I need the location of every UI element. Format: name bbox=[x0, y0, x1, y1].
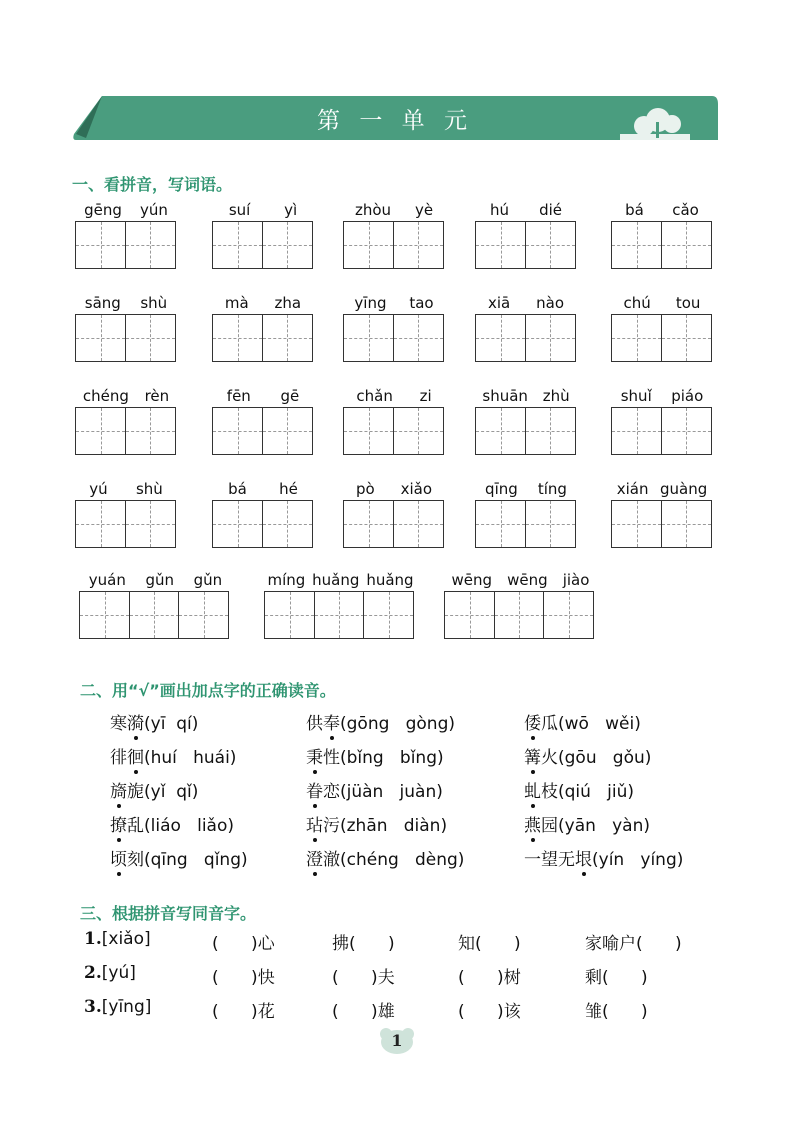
tianzige-grid bbox=[343, 407, 445, 455]
tianzige-grid bbox=[611, 314, 713, 362]
pinyin-syllable: yuán bbox=[88, 571, 126, 589]
pinyin-syllable: hú bbox=[490, 201, 510, 219]
writing-cell[interactable] bbox=[444, 591, 495, 639]
pinyin-syllable: tao bbox=[409, 294, 434, 312]
pinyin-syllable: zi bbox=[419, 387, 432, 405]
pinyin-label bbox=[264, 569, 417, 591]
pinyin-syllable: huǎng bbox=[366, 571, 414, 589]
pinyin-label bbox=[212, 385, 314, 407]
pronunciation-item[interactable] bbox=[110, 845, 248, 870]
pinyin-label bbox=[75, 292, 177, 314]
pinyin-label bbox=[212, 478, 314, 500]
writing-cell[interactable] bbox=[611, 500, 662, 548]
word-item bbox=[343, 385, 445, 455]
writing-cell[interactable] bbox=[475, 314, 526, 362]
word-item bbox=[611, 478, 713, 548]
page-number: 1 bbox=[391, 1031, 403, 1050]
writing-cell[interactable] bbox=[125, 407, 176, 455]
word-suffix-and-options: 枝(qiú jiǔ) bbox=[541, 782, 634, 802]
pinyin-label bbox=[343, 478, 445, 500]
pronunciation-item[interactable] bbox=[524, 743, 651, 768]
pronunciation-item[interactable] bbox=[524, 811, 650, 836]
pinyin-syllable: gǔn bbox=[145, 571, 175, 589]
writing-cell[interactable] bbox=[262, 500, 313, 548]
pinyin-syllable: shuǐ bbox=[620, 387, 652, 405]
homophone-blank[interactable]: ( )快 bbox=[212, 968, 275, 988]
writing-cell[interactable] bbox=[75, 314, 126, 362]
writing-cell[interactable] bbox=[212, 407, 263, 455]
word-suffix-and-options: 性(bǐng bǐng) bbox=[323, 748, 444, 768]
word-suffix-and-options: 旎(yǐ qǐ) bbox=[127, 782, 199, 802]
tianzige-grid bbox=[75, 407, 177, 455]
pinyin-syllable: shuān bbox=[482, 387, 528, 405]
writing-cell[interactable] bbox=[343, 314, 394, 362]
pinyin-syllable: yīng bbox=[354, 294, 387, 312]
word-item bbox=[212, 385, 314, 455]
writing-cell[interactable] bbox=[212, 314, 263, 362]
word-item bbox=[611, 199, 713, 269]
word-item bbox=[264, 569, 417, 639]
pinyin-prompt: [xiǎo] bbox=[101, 929, 151, 949]
pinyin-syllable: zha bbox=[274, 294, 302, 312]
tianzige-grid bbox=[212, 314, 314, 362]
word-item bbox=[343, 292, 445, 362]
word-item bbox=[75, 199, 177, 269]
writing-cell[interactable] bbox=[393, 407, 444, 455]
writing-cell[interactable] bbox=[661, 407, 712, 455]
pinyin-syllable: gēng bbox=[84, 201, 122, 219]
word-prefix: 一望无 bbox=[524, 850, 575, 870]
pinyin-syllable: yè bbox=[414, 201, 434, 219]
writing-cell[interactable] bbox=[525, 221, 576, 269]
pinyin-label bbox=[611, 385, 713, 407]
dotted-character: 眷 bbox=[306, 777, 323, 802]
word-prefix: 寒 bbox=[110, 714, 127, 734]
tianzige-grid bbox=[79, 591, 232, 639]
page-number-badge bbox=[378, 1026, 416, 1054]
word-suffix-and-options: 污(zhān diàn) bbox=[323, 816, 448, 836]
pronunciation-item[interactable] bbox=[306, 743, 444, 768]
dotted-character: 篝 bbox=[524, 743, 541, 768]
pinyin-label bbox=[475, 199, 577, 221]
pinyin-label bbox=[75, 199, 177, 221]
pronunciation-item[interactable] bbox=[306, 811, 447, 836]
pronunciation-item[interactable] bbox=[306, 777, 443, 802]
homophone-blank[interactable]: ( )夫 bbox=[332, 968, 395, 988]
word-item bbox=[75, 478, 177, 548]
word-suffix-and-options: (gōng gòng) bbox=[340, 714, 455, 734]
pinyin-syllable: tou bbox=[675, 294, 701, 312]
pinyin-label bbox=[79, 569, 232, 591]
pinyin-syllable: shù bbox=[140, 294, 168, 312]
word-item bbox=[611, 292, 713, 362]
word-suffix-and-options: (yī qí) bbox=[144, 714, 199, 734]
pinyin-label bbox=[475, 478, 577, 500]
pinyin-syllable: chǎn bbox=[356, 387, 393, 405]
pronunciation-item[interactable] bbox=[110, 709, 198, 734]
word-item bbox=[212, 478, 314, 548]
writing-cell[interactable] bbox=[343, 500, 394, 548]
pinyin-label bbox=[444, 569, 597, 591]
writing-cell[interactable] bbox=[79, 591, 130, 639]
pinyin-syllable: fēn bbox=[226, 387, 251, 405]
writing-cell[interactable] bbox=[262, 314, 313, 362]
pronunciation-item[interactable] bbox=[524, 777, 634, 802]
writing-cell[interactable] bbox=[262, 407, 313, 455]
homophone-blank[interactable]: ( )心 bbox=[212, 934, 275, 954]
writing-cell[interactable] bbox=[75, 407, 126, 455]
word-prefix: 徘 bbox=[110, 748, 127, 768]
pinyin-syllable: wēng bbox=[507, 571, 548, 589]
pronunciation-item[interactable] bbox=[306, 709, 455, 734]
pinyin-label bbox=[611, 199, 713, 221]
writing-cell[interactable] bbox=[525, 314, 576, 362]
dotted-character: 澄 bbox=[306, 845, 323, 870]
pinyin-syllable: chéng bbox=[82, 387, 129, 405]
question-number: 1. bbox=[84, 929, 102, 949]
dotted-character: 旖 bbox=[110, 777, 127, 802]
pronunciation-item[interactable] bbox=[110, 811, 234, 836]
pinyin-label bbox=[475, 385, 577, 407]
question-number: 2. bbox=[84, 963, 102, 983]
pinyin-syllable: piáo bbox=[671, 387, 704, 405]
writing-cell[interactable] bbox=[129, 591, 180, 639]
pinyin-label bbox=[75, 385, 177, 407]
writing-cell[interactable] bbox=[343, 407, 394, 455]
writing-cell[interactable] bbox=[343, 221, 394, 269]
writing-cell[interactable] bbox=[611, 407, 662, 455]
tianzige-grid bbox=[475, 221, 577, 269]
pinyin-syllable: wēng bbox=[451, 571, 493, 589]
tianzige-grid bbox=[444, 591, 597, 639]
word-suffix-and-options: 瓜(wō wěi) bbox=[541, 714, 641, 734]
dotted-character: 撩 bbox=[110, 811, 127, 836]
writing-cell[interactable] bbox=[661, 500, 712, 548]
homophone-blank[interactable]: ( )树 bbox=[458, 968, 521, 988]
tianzige-grid bbox=[343, 221, 445, 269]
pronunciation-item[interactable] bbox=[110, 743, 236, 768]
pinyin-label bbox=[343, 385, 445, 407]
writing-cell[interactable] bbox=[178, 591, 229, 639]
pinyin-syllable: xián bbox=[616, 480, 649, 498]
writing-cell[interactable] bbox=[212, 500, 263, 548]
word-prefix: 供 bbox=[306, 714, 323, 734]
writing-cell[interactable] bbox=[543, 591, 594, 639]
pronunciation-item[interactable] bbox=[524, 845, 683, 870]
pinyin-syllable: chú bbox=[623, 294, 651, 312]
pinyin-label bbox=[475, 292, 577, 314]
pinyin-syllable: rèn bbox=[144, 387, 170, 405]
dotted-character: 垠 bbox=[575, 845, 592, 870]
writing-cell[interactable] bbox=[393, 500, 444, 548]
writing-cell[interactable] bbox=[611, 314, 662, 362]
pinyin-syllable: jiào bbox=[562, 571, 590, 589]
tianzige-grid bbox=[75, 221, 177, 269]
writing-cell[interactable] bbox=[494, 591, 545, 639]
dotted-character: 秉 bbox=[306, 743, 323, 768]
pronunciation-item[interactable] bbox=[110, 777, 198, 802]
homophone-blank[interactable]: 家喻户( ) bbox=[585, 934, 682, 954]
writing-cell[interactable] bbox=[611, 221, 662, 269]
writing-cell[interactable] bbox=[475, 221, 526, 269]
word-item bbox=[475, 385, 577, 455]
pinyin-syllable: shù bbox=[135, 480, 163, 498]
writing-cell[interactable] bbox=[125, 500, 176, 548]
pinyin-label bbox=[343, 199, 445, 221]
word-suffix-and-options: 刻(qīng qǐng) bbox=[127, 850, 248, 870]
pinyin-label bbox=[343, 292, 445, 314]
tianzige-grid bbox=[475, 500, 577, 548]
pinyin-syllable: guàng bbox=[660, 480, 708, 498]
dotted-character: 玷 bbox=[306, 811, 323, 836]
word-item bbox=[475, 199, 577, 269]
pinyin-syllable: xiǎo bbox=[400, 480, 433, 498]
pinyin-syllable: huǎng bbox=[312, 571, 360, 589]
writing-cell[interactable] bbox=[75, 221, 126, 269]
writing-cell[interactable] bbox=[125, 221, 176, 269]
pinyin-syllable: yú bbox=[89, 480, 108, 498]
tianzige-grid bbox=[75, 500, 177, 548]
pinyin-syllable: yì bbox=[284, 201, 298, 219]
pinyin-syllable: zhù bbox=[542, 387, 570, 405]
writing-cell[interactable] bbox=[262, 221, 313, 269]
pinyin-syllable: bá bbox=[228, 480, 247, 498]
tianzige-grid bbox=[611, 500, 713, 548]
writing-cell[interactable] bbox=[661, 221, 712, 269]
writing-cell[interactable] bbox=[212, 221, 263, 269]
word-item bbox=[611, 385, 713, 455]
tianzige-grid bbox=[212, 500, 314, 548]
tianzige-grid bbox=[343, 500, 445, 548]
word-item bbox=[212, 199, 314, 269]
pinyin-syllable: hé bbox=[279, 480, 298, 498]
pinyin-syllable: mà bbox=[224, 294, 249, 312]
tianzige-grid bbox=[212, 221, 314, 269]
unit-banner bbox=[72, 94, 718, 142]
writing-cell[interactable] bbox=[314, 591, 365, 639]
homophone-blank[interactable]: ( )该 bbox=[458, 1002, 521, 1022]
writing-cell[interactable] bbox=[525, 407, 576, 455]
section1-heading: 一、看拼音，写词语。 bbox=[72, 175, 233, 194]
writing-cell[interactable] bbox=[264, 591, 315, 639]
tianzige-grid bbox=[343, 314, 445, 362]
word-suffix-and-options: 园(yān yàn) bbox=[541, 816, 650, 836]
pinyin-syllable: xiā bbox=[487, 294, 511, 312]
dotted-character: 徊 bbox=[127, 743, 144, 768]
pinyin-syllable: nào bbox=[536, 294, 565, 312]
word-suffix-and-options: 火(gōu gǒu) bbox=[541, 748, 652, 768]
question-number: 3. bbox=[84, 997, 102, 1017]
word-item bbox=[79, 569, 232, 639]
word-suffix-and-options: (huí huái) bbox=[144, 748, 237, 768]
writing-cell[interactable] bbox=[661, 314, 712, 362]
pinyin-syllable: sāng bbox=[84, 294, 121, 312]
homophone-blank[interactable]: 剩( ) bbox=[585, 968, 648, 988]
section2-heading: 二、用“√”画出加点字的正确读音。 bbox=[80, 681, 336, 700]
pinyin-label bbox=[611, 478, 713, 500]
homophone-row-label bbox=[84, 963, 136, 983]
word-suffix-and-options: 乱(liáo liǎo) bbox=[127, 816, 235, 836]
pinyin-syllable: pò bbox=[355, 480, 375, 498]
word-item bbox=[75, 292, 177, 362]
pinyin-label bbox=[212, 292, 314, 314]
word-suffix-and-options: (yín yíng) bbox=[592, 850, 684, 870]
pinyin-syllable: zhòu bbox=[354, 201, 392, 219]
writing-cell[interactable] bbox=[393, 221, 444, 269]
tianzige-grid bbox=[75, 314, 177, 362]
pronunciation-item[interactable] bbox=[524, 709, 641, 734]
pinyin-syllable: tíng bbox=[537, 480, 567, 498]
dotted-character: 燕 bbox=[524, 811, 541, 836]
homophone-blank[interactable]: 雏( ) bbox=[585, 1002, 648, 1022]
homophone-blank[interactable]: 拂( ) bbox=[332, 934, 395, 954]
word-item bbox=[343, 478, 445, 548]
dotted-character: 顷 bbox=[110, 845, 127, 870]
pinyin-syllable: bá bbox=[625, 201, 644, 219]
tianzige-grid bbox=[475, 407, 577, 455]
word-item bbox=[444, 569, 597, 639]
section3-heading: 三、根据拼音写同音字。 bbox=[80, 904, 257, 923]
pinyin-label bbox=[611, 292, 713, 314]
homophone-row-label bbox=[84, 997, 151, 1017]
pinyin-prompt: [yú] bbox=[101, 963, 136, 983]
writing-cell[interactable] bbox=[393, 314, 444, 362]
writing-cell[interactable] bbox=[475, 407, 526, 455]
writing-cell[interactable] bbox=[525, 500, 576, 548]
pinyin-label bbox=[212, 199, 314, 221]
tianzige-grid bbox=[611, 221, 713, 269]
word-suffix-and-options: 澈(chéng dèng) bbox=[323, 850, 465, 870]
word-suffix-and-options: 恋(jüàn juàn) bbox=[323, 782, 443, 802]
homophone-blank[interactable]: ( )花 bbox=[212, 1002, 275, 1022]
homophone-blank[interactable]: ( )雄 bbox=[332, 1002, 395, 1022]
pinyin-syllable: cǎo bbox=[672, 201, 699, 219]
pinyin-label bbox=[75, 478, 177, 500]
word-item bbox=[75, 385, 177, 455]
tianzige-grid bbox=[611, 407, 713, 455]
word-item bbox=[475, 292, 577, 362]
writing-cell[interactable] bbox=[363, 591, 414, 639]
pronunciation-item[interactable] bbox=[306, 845, 464, 870]
tianzige-grid bbox=[212, 407, 314, 455]
writing-cell[interactable] bbox=[125, 314, 176, 362]
dotted-character: 奉 bbox=[323, 709, 340, 734]
pinyin-syllable: gē bbox=[280, 387, 300, 405]
homophone-blank[interactable]: 知( ) bbox=[458, 934, 521, 954]
dotted-character: 虬 bbox=[524, 777, 541, 802]
pinyin-prompt: [yīng] bbox=[101, 997, 152, 1017]
pinyin-syllable: gǔn bbox=[193, 571, 223, 589]
word-item bbox=[343, 199, 445, 269]
pinyin-syllable: qīng bbox=[485, 480, 518, 498]
tianzige-grid bbox=[264, 591, 417, 639]
dotted-character: 倭 bbox=[524, 709, 541, 734]
word-item bbox=[212, 292, 314, 362]
tianzige-grid bbox=[475, 314, 577, 362]
writing-cell[interactable] bbox=[75, 500, 126, 548]
unit-title: 第 一 单 元 bbox=[317, 108, 473, 134]
pinyin-syllable: dié bbox=[539, 201, 562, 219]
pinyin-syllable: suí bbox=[228, 201, 251, 219]
pinyin-syllable: míng bbox=[267, 571, 306, 589]
pinyin-syllable: yún bbox=[140, 201, 168, 219]
dotted-character: 漪 bbox=[127, 709, 144, 734]
word-item bbox=[475, 478, 577, 548]
homophone-row-label bbox=[84, 929, 151, 949]
writing-cell[interactable] bbox=[475, 500, 526, 548]
